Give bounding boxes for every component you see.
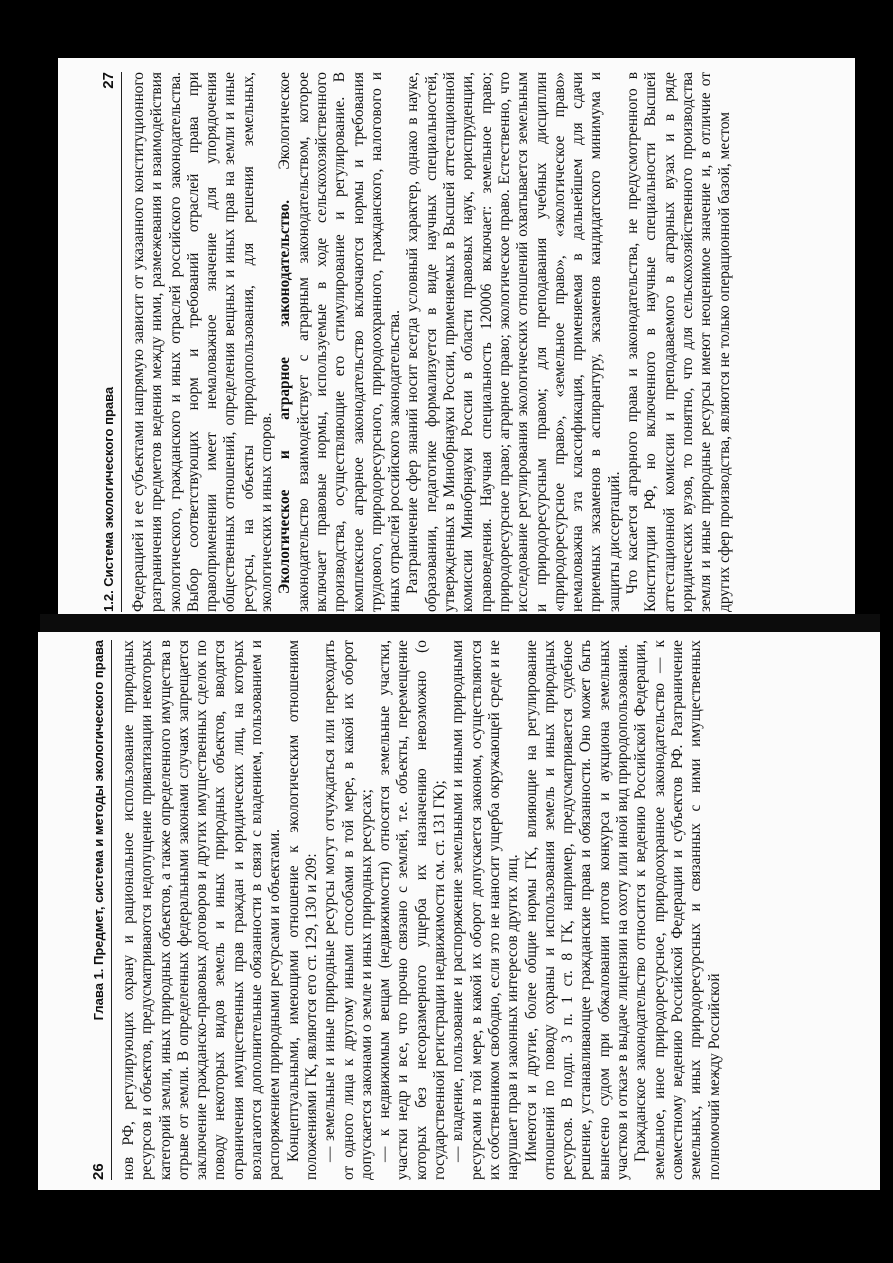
- right-page: [100, 72, 860, 612]
- page-number: 27: [100, 72, 117, 89]
- paragraph-text: Экологическое законодательство взаимодействует с аграрным законодательством, которое включает правовые нормы, используемые в ходе сельскохозяйственного производства, осуществляющие его стимулирование и регулирование. В комплексное аграрное законодательство включаются нормы и требования трудового, природоресурсного, природоохранного, гражданского, налогового и иных отраслей российского законодательства.: [276, 72, 404, 612]
- running-head: Глава 1. Предмет, система и методы экологического права: [91, 640, 106, 1021]
- left-page: [90, 640, 850, 1180]
- paragraph-text: — к недвижимым вещам (недвижимости) относятся земельные участки, участки недр и все, что прочно связано с землей, т.е. объекты, перемещение которых без несоразмерного ущерба их назначению невозможно (о государственной регистрации недвижимости см. ст. 131 ГК);: [376, 640, 449, 1180]
- paragraph: [632, 640, 723, 1180]
- left-page-body: [120, 640, 724, 1180]
- paragraph: [376, 640, 449, 1180]
- book-gutter: [40, 614, 880, 632]
- left-page-header: [90, 640, 112, 1180]
- running-head: 1.2. Система экологического права: [101, 386, 116, 612]
- paragraph-text: Федерацией и ее субъектами напрямую зависит от указанного конституционного разграничения предметов ведения между ними, размежевания и взаимодействия экологического, гражданского и иных отраслей российского законодательства. Выбор соответствующих норм и требований отраслей права при правоприменении имеет немаловажное значение для упорядочения общественных отношений, определения вещных и иных прав на земли и иные ресурсы, на объекты природопользования, для решения земельных, экологических и иных споров.: [130, 72, 276, 612]
- paragraph: [404, 72, 624, 612]
- paragraph-text: Концептуальными, имеющими отношение к экологическим отношениям положениями ГК, являются его ст. 129, 130 и 209:: [284, 640, 320, 1180]
- paragraph: [523, 640, 633, 1180]
- paragraph: [120, 640, 285, 1180]
- paragraph-text: Что касается аграрного права и законодательства, не предусмотренного в Конституции РФ, но включенного в научные специальности Высшей аттестационной комиссии и преподаваемого в аграрных вузах и в ряде юридических вузов, то понятно, что для сельскохозяйственного производства земля и иные природные ресурсы имеют неоценимое значение и, в отличие от других сфер производства, являются не только операционной базой, местом: [624, 72, 733, 612]
- paragraph: [321, 640, 376, 1180]
- page-number: 26: [90, 1163, 107, 1180]
- paragraph: [624, 72, 734, 612]
- paragraph-text: — земельные и иные природные ресурсы могут отчуждаться или переходить от одного лица к другому иными способами в той мере, в какой их оборот допускается законами о земле и иных природных ресурсах;: [321, 640, 375, 1180]
- paragraph-text: нов РФ, регулирующих охрану и рациональное использование природных ресурсов и объектов, предусматриваются недопущение приватизации некоторых категорий земли, иных природных объектов, а также определенного имущества в отрыве от земли. В определенных федеральными законами случаях запрещается заключение гражданско-правовых договоров и других имущественных сделок по поводу некоторых видов земель и иных природных объектов, вводятся ограничения имущественных прав граждан и юридических лиц, на которых возлагаются дополнительные обязанности в связи с владением, пользованием и распоряжением природными ресурсами и объектами.: [120, 640, 284, 1180]
- paragraph: [449, 640, 522, 1180]
- paragraph-text: Гражданское законодательство относится к ведению Российской Федерации, земельное, иное природоресурсное, природоохранное законодательство — к совместному ведению Российской Федерации и субъектов РФ. Разграничение земельных, иных природоресурсных и связанных с ними имущественных полномочий между Российской: [632, 640, 723, 1180]
- right-page-header: [100, 72, 122, 612]
- paragraph-text: Имеются и другие, более общие нормы ГК, влияющие на регулирование отношений по поводу охраны и использования земель и иных природных ресурсов. В подп. 3 п. 1 ст. 8 ГК, например, предусматривается судебное решение, устанавливающее гражданские права и обязанности. Оно может быть вынесено судом при обжаловании итогов конкурса и аукциона земельных участков и отказе в выдаче лицензии на охоту или иной вид природопользования.: [522, 640, 632, 1180]
- paragraph: [285, 640, 322, 1180]
- paragraph-text: — владение, пользование и распоряжение земельными и иными природными ресурсами в той мере, в какой их оборот допускается законом, осуществляются их собственником свободно, если это не наносит ущерба окружающей среде и не нарушает прав и законных интересов других лиц.: [449, 640, 522, 1180]
- paragraph: [276, 72, 404, 612]
- paragraph-heading: Экологическое и аграрное законодательство.: [276, 199, 294, 594]
- paragraph: [130, 72, 276, 612]
- right-page-body: [130, 72, 734, 612]
- paragraph-text: Разграничение сфер знаний носит всегда условный характер, однако в науке, образовании, педагогике формализуется в виде научных специальностей, утвержденных в Минобрнауки России, применяемых в Высшей аттестационной комиссии Минобрнауки России в области правовых наук, юриспруденции, правоведения. Научная специальность 120006 включает: земельное право; природоресурсное право; аграрное право; экологическое право. Естественно, что исследование регулирования экологических отношений охватывается земельным и природоресурсным правом; для преподавания учебных дисциплин «природоресурсное право», «земельное право», «экологическое право» немаловажна эта классификация, применяемая в дальнейшем для сдачи приемных экзаменов в аспирантуру, экзаменов кандидатского минимума и защиты диссертаций.: [404, 72, 623, 612]
